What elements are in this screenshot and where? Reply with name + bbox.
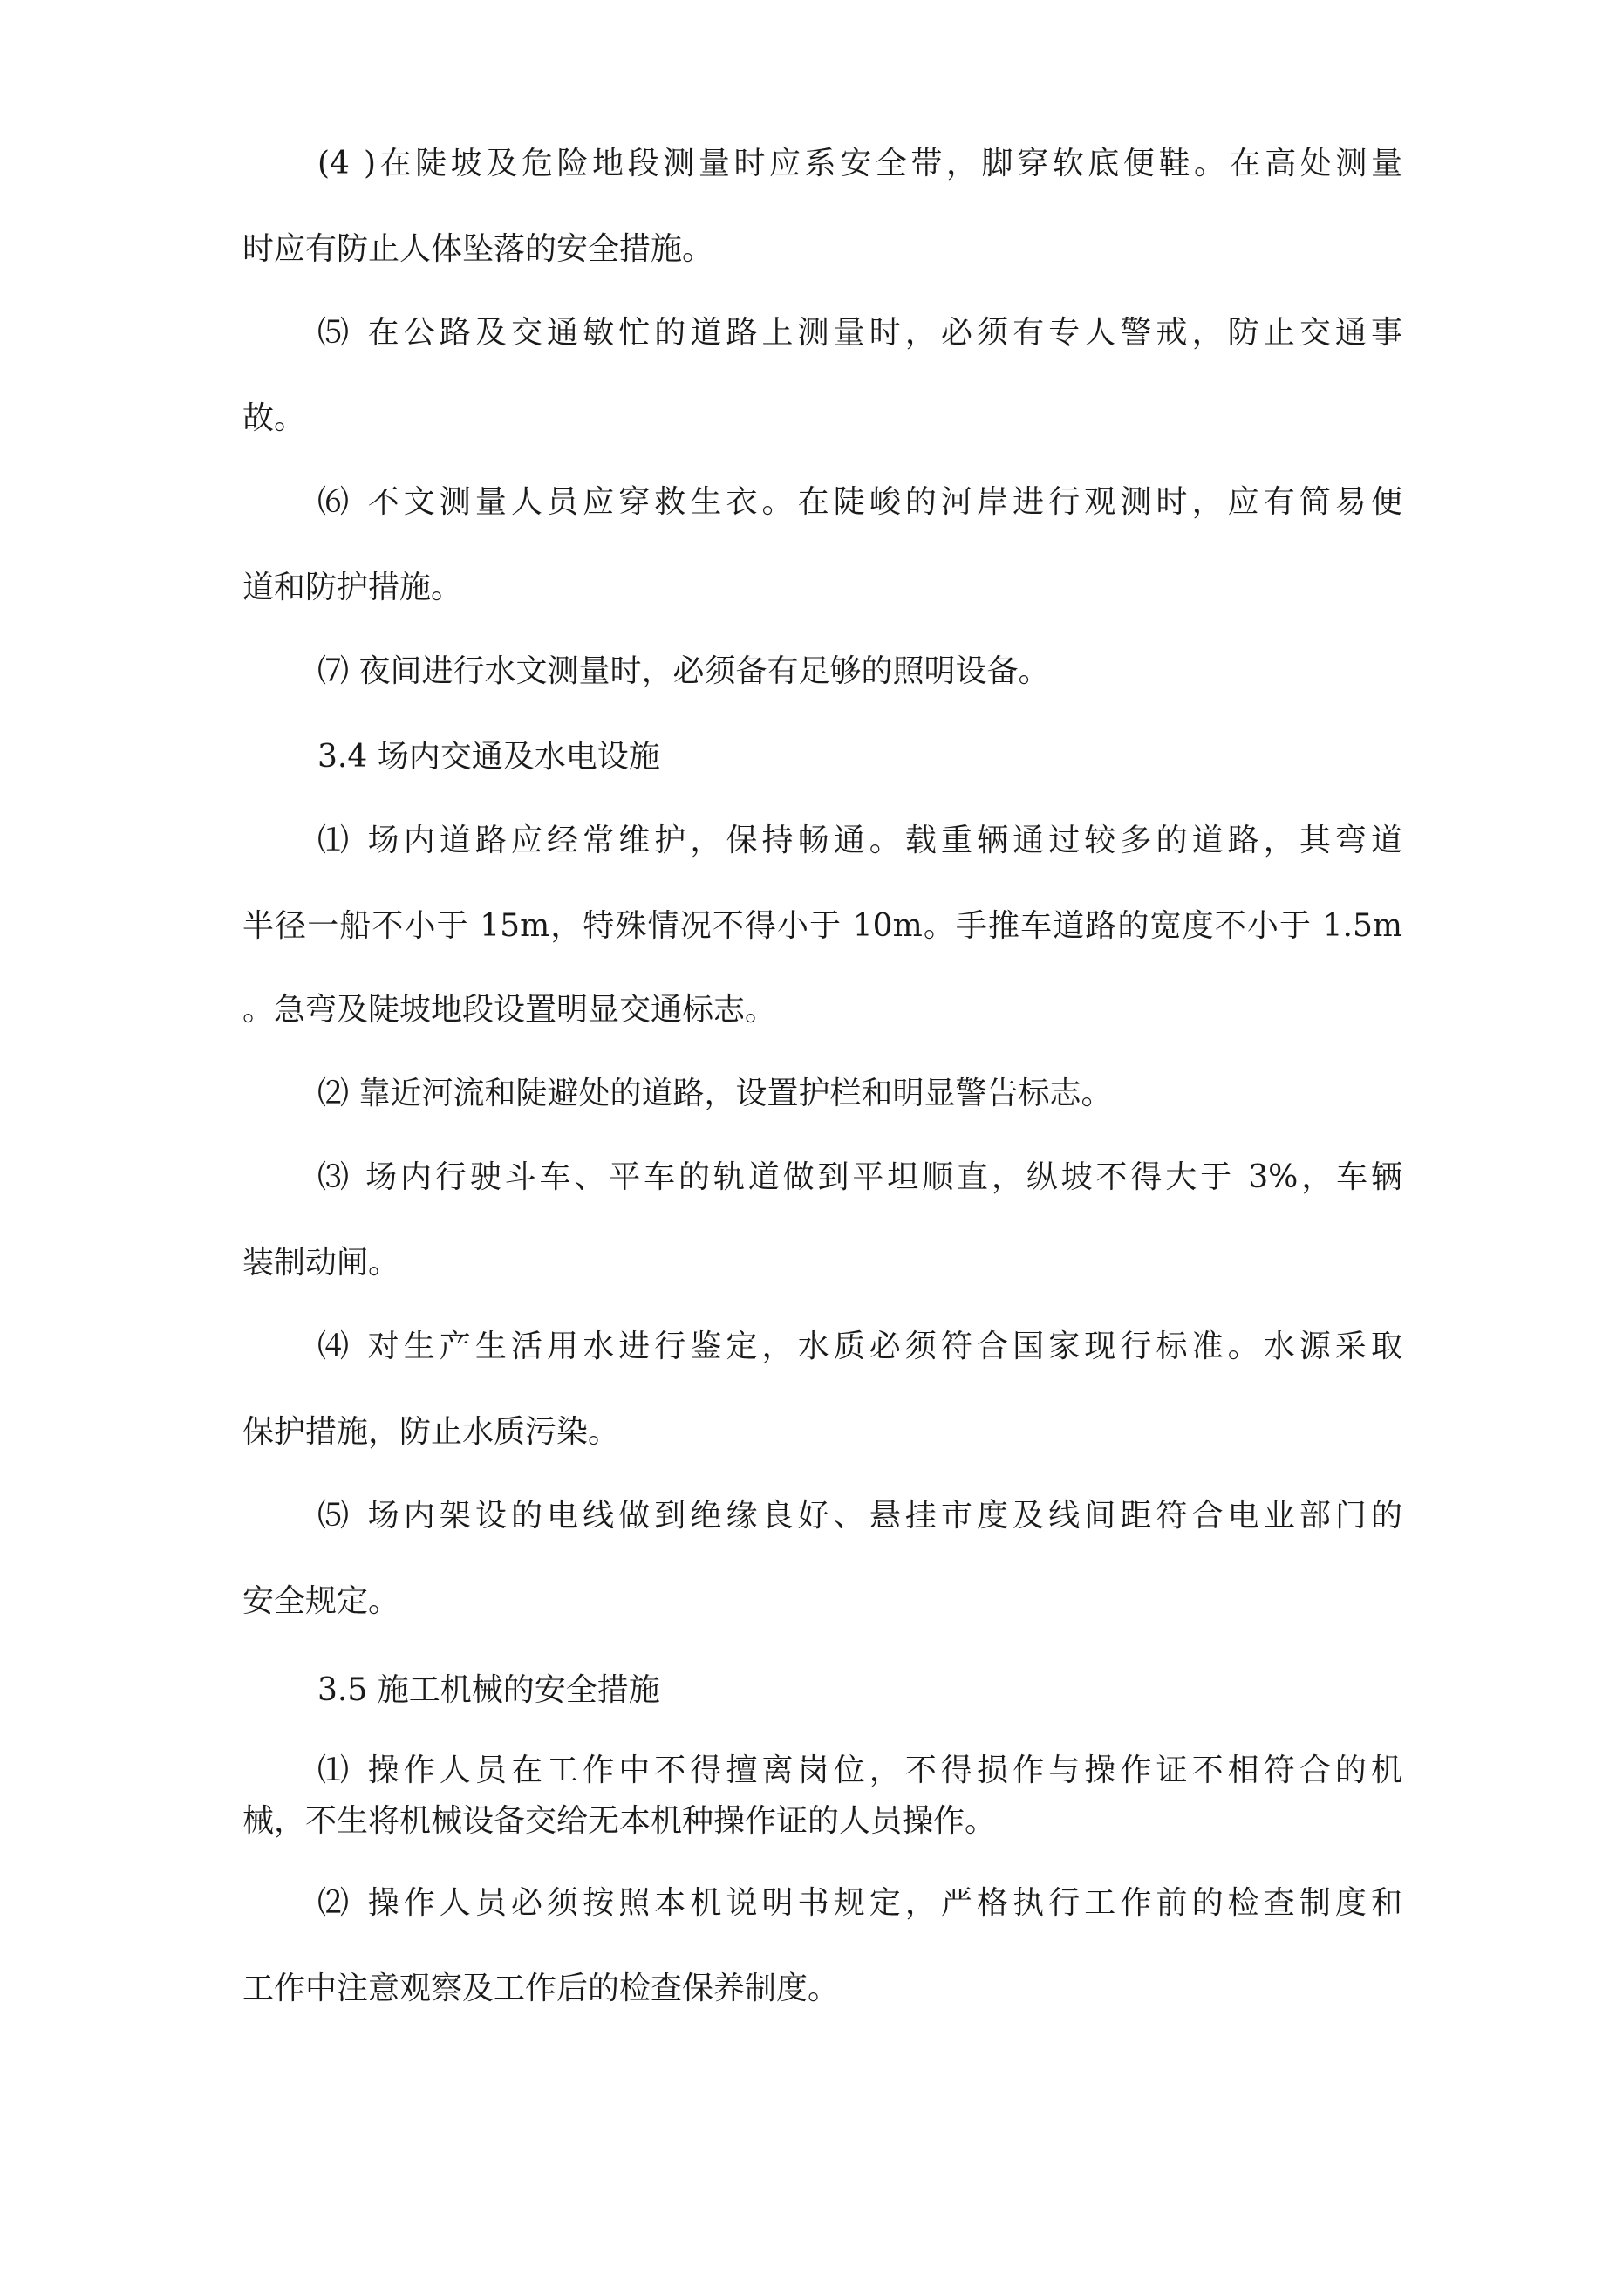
text-line: ⑷ 对生产生活用水进行鉴定，水质必须符合国家现行标准。水源采取	[317, 1329, 1402, 1364]
text-line: ⑵ 操作人员必须按照本机说明书规定，严格执行工作前的检查制度和	[317, 1885, 1402, 1921]
text-line: ⑴ 操作人员在工作中不得擅离岗位，不得损作与操作证不相符合的机	[317, 1753, 1402, 1788]
text-line: ⑸ 场内架设的电线做到绝缘良好、悬挂市度及线间距符合电业部门的	[317, 1498, 1402, 1534]
text-line: ⑶ 场内行驶斗车、平车的轨道做到平坦顺直，纵坡不得大于 3%，车辆	[317, 1159, 1402, 1195]
section-heading: 3.4 场内交通及水电设施	[317, 739, 660, 775]
text-line: ⑹ 不文测量人员应穿救生衣。在陡峻的河岸进行观测时，应有简易便	[317, 484, 1402, 520]
text-line: ⑵ 靠近河流和陡避处的道路，设置护栏和明显警告标志。	[317, 1076, 1113, 1111]
text-line: ⑺ 夜间进行水文测量时，必须备有足够的照明设备。	[317, 653, 1050, 689]
text-line: (4 )在陡坡及危险地段测量时应系安全带，脚穿软底便鞋。在高处测量	[317, 146, 1402, 181]
text-line: 工作中注意观察及工作后的检查保养制度。	[242, 1971, 840, 2006]
text-line: ⑸ 在公路及交通敏忙的道路上测量时，必须有专人警戒，防止交通事	[317, 315, 1402, 351]
text-line: 安全规定。	[242, 1583, 400, 1619]
section-heading: 3.5 施工机械的安全措施	[317, 1672, 660, 1708]
text-line: 装制动闸。	[242, 1245, 400, 1281]
text-line: 。急弯及陡坡地段设置明显交通标志。	[242, 992, 777, 1028]
text-line: 故。	[242, 400, 306, 436]
text-line: 道和防护措施。	[242, 570, 463, 605]
text-line: ⑴ 场内道路应经常维护，保持畅通。载重辆通过较多的道路，其弯道	[317, 823, 1402, 858]
text-line: 械，不生将机械设备交给无本机种操作证的人员操作。	[242, 1803, 997, 1839]
text-line: 时应有防止人体坠落的安全措施。	[242, 231, 714, 267]
text-line: 半径一船不小于 15m，特殊情况不得小于 10m。手推车道路的宽度不小于 1.5m	[242, 908, 1402, 944]
text-line: 保护措施，防止水质污染。	[242, 1414, 620, 1450]
